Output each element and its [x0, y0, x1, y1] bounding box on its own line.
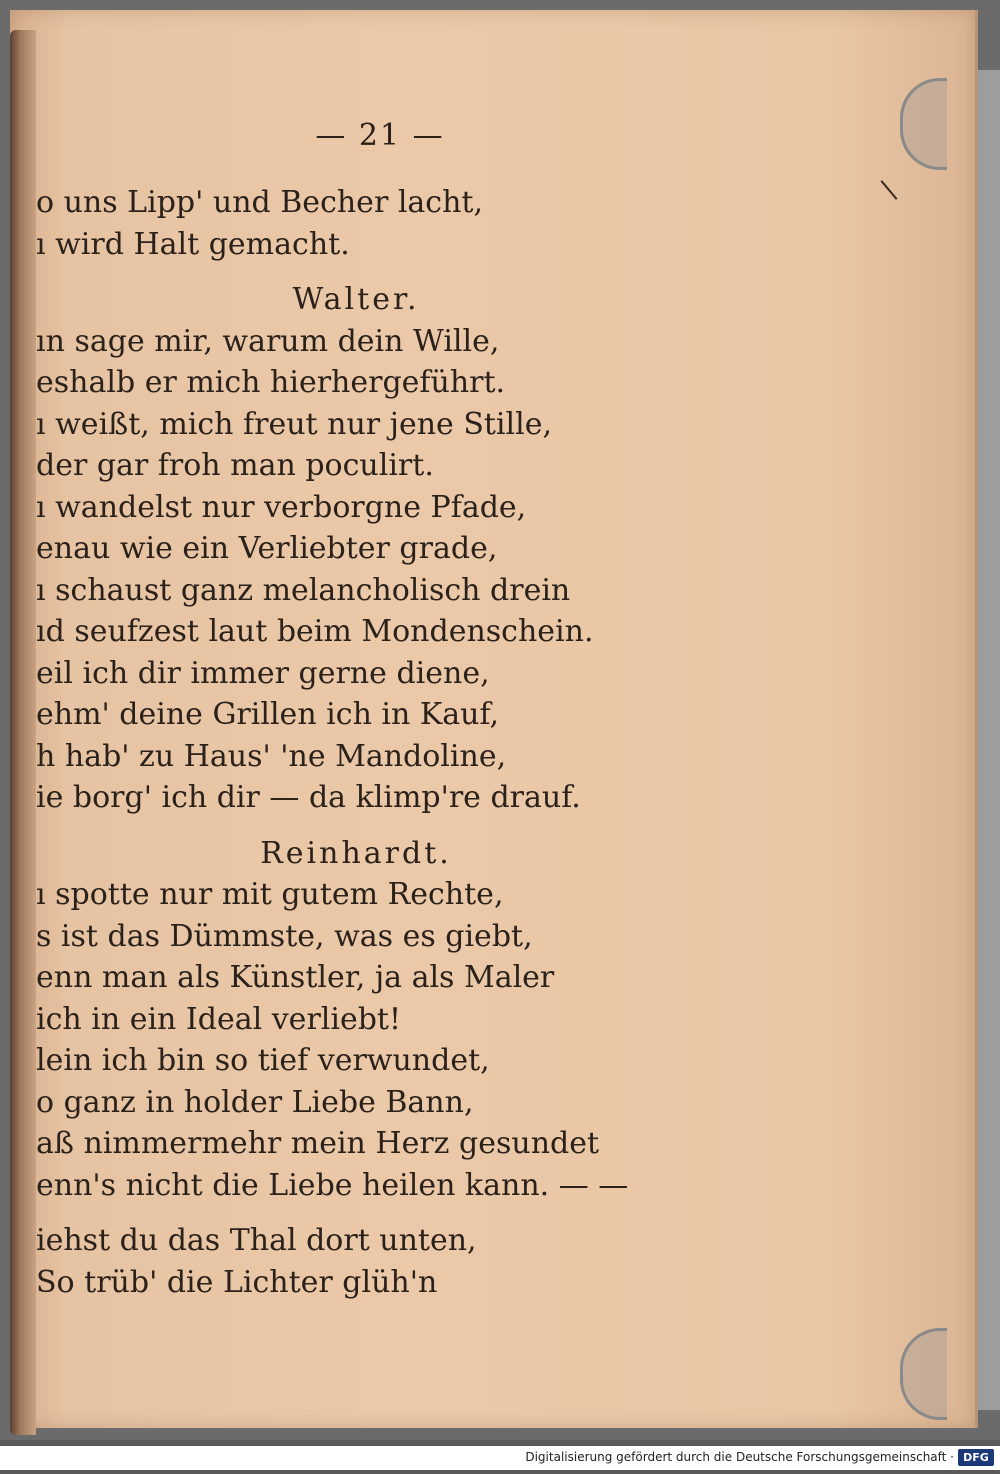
book-page: [10, 10, 978, 1428]
page-number: — 21 —: [315, 118, 445, 153]
text-line: ı schaust ganz melancholisch drein: [36, 572, 571, 608]
text-line: ı wird Halt gemacht.: [36, 226, 350, 262]
text-line: ı weißt, mich freut nur jene Stille,: [36, 406, 553, 442]
text-line: der gar froh man poculirt.: [36, 448, 434, 483]
text-line: ı wandelst nur verborgne Pfade,: [36, 489, 527, 525]
text-line: eil ich dir immer gerne diene,: [36, 655, 490, 691]
speaker-name: Walter.: [292, 282, 420, 317]
pencil-mark: [881, 180, 898, 200]
text-line: ıd seufzest laut beim Mondenschein.: [36, 614, 594, 649]
clip-icon: [900, 78, 947, 170]
text-line: aß nimmermehr mein Herz gesundet: [36, 1126, 600, 1161]
dfg-logo-icon: DFG: [958, 1449, 994, 1466]
poem-text: [36, 182, 656, 1303]
funding-notice: Digitalisierung gefördert durch die Deutsche Forschungsgemeinschaft ·: [525, 1450, 954, 1464]
text-line: lein ich bin so tief verwundet,: [36, 1043, 490, 1078]
text-line: enn's nicht die Liebe heilen kann. — —: [36, 1167, 629, 1203]
text-line: s ist das Dümmste, was es giebt,: [36, 918, 533, 954]
text-line: ich in ein Ideal verliebt!: [36, 1001, 402, 1037]
text-line: eshalb er mich hierhergeführt.: [36, 365, 506, 400]
text-line: enau wie ein Verliebter grade,: [36, 531, 498, 566]
text-line: ın sage mir, warum dein Wille,: [36, 323, 500, 359]
text-line: ehm' deine Grillen ich in Kauf,: [36, 697, 500, 732]
text-line: So trüb' die Lichter glüh'n: [36, 1264, 438, 1300]
speaker-name: Reinhardt.: [260, 835, 452, 871]
text-line: o ganz in holder Liebe Bann,: [36, 1084, 474, 1120]
text-line: ie borg' ich dir — da klimp're drauf.: [36, 780, 581, 815]
clip-icon: [900, 1328, 947, 1420]
book-spine: [10, 30, 36, 1435]
text-line: h hab' zu Haus' 'ne Mandoline,: [36, 738, 507, 774]
text-line: enn man als Künstler, ja als Maler: [36, 960, 555, 995]
text-line: iehst du das Thal dort unten,: [36, 1223, 477, 1258]
footer-bar: [0, 1446, 1000, 1470]
text-line: o uns Lipp' und Becher lacht,: [36, 185, 484, 220]
text-line: ı spotte nur mit gutem Rechte,: [36, 877, 504, 912]
